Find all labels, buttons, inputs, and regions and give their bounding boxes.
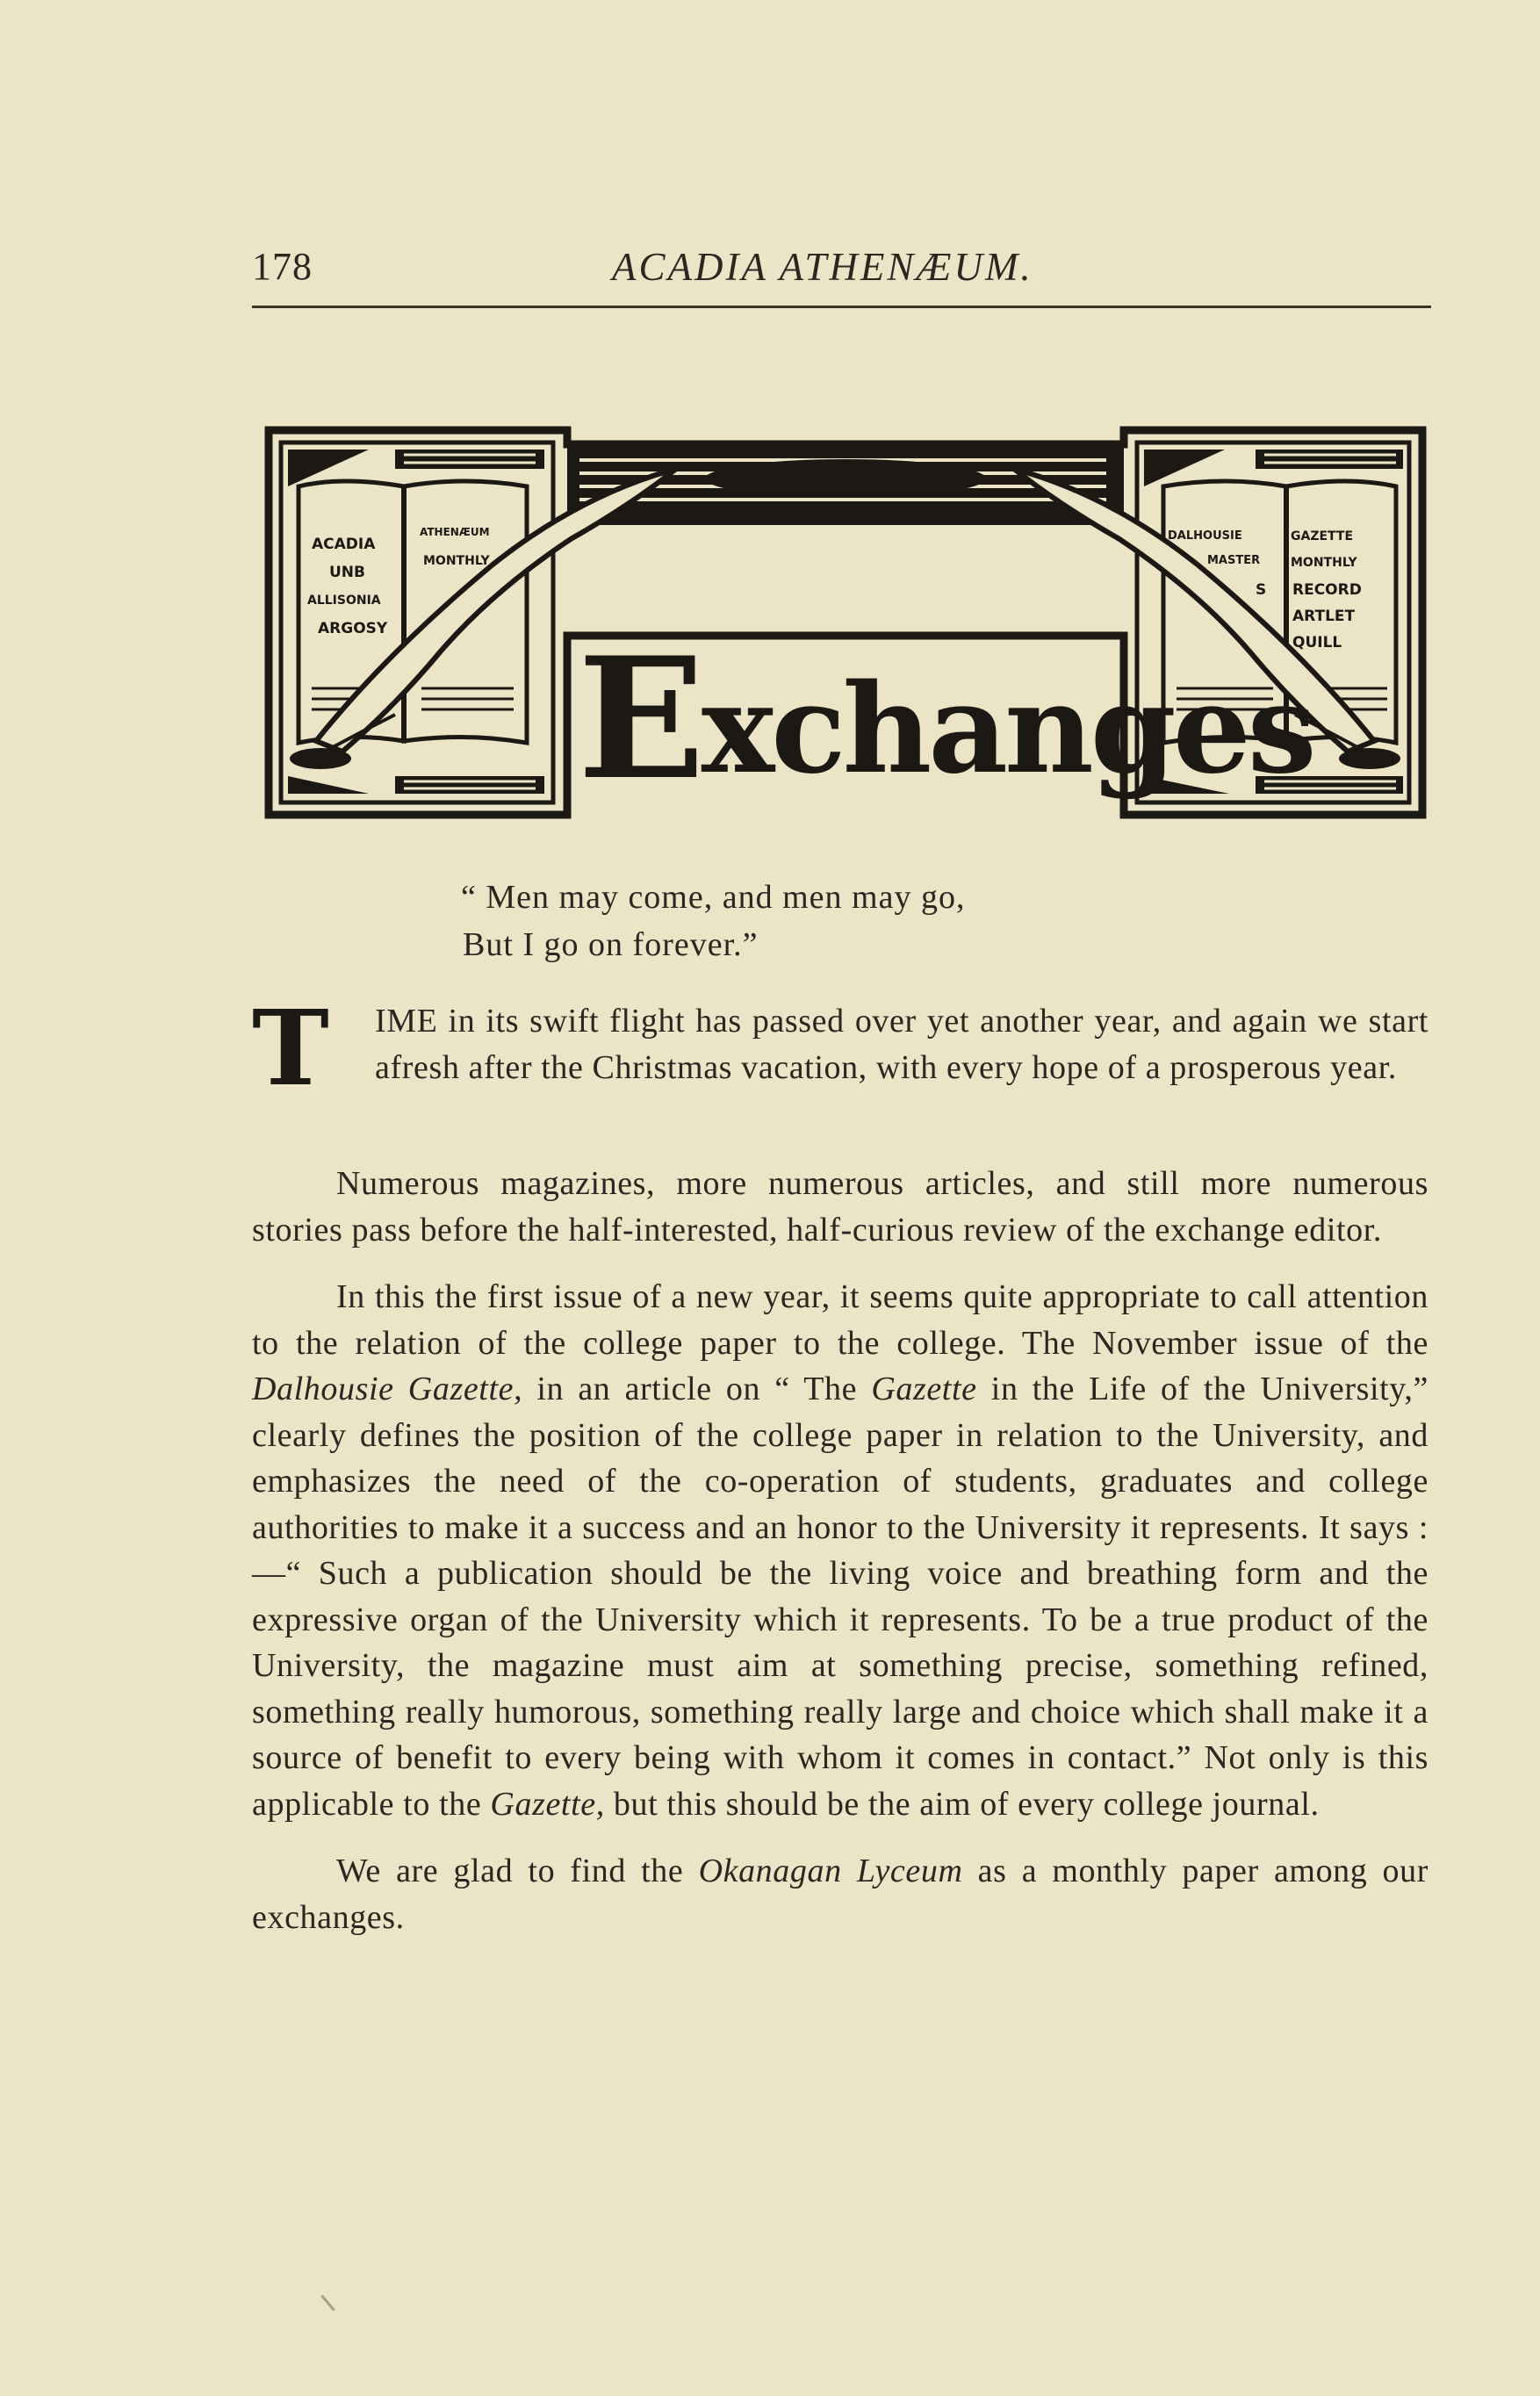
- title-okanagan-lyceum: Okanagan Lyceum: [698, 1853, 963, 1889]
- right-book-label-artlet: ARTLET: [1292, 608, 1356, 625]
- epigraph: [461, 874, 965, 968]
- right-book-label-dalhousie: DALHOUSIE: [1168, 529, 1242, 543]
- header-rule: [252, 306, 1431, 308]
- page-number: 178: [252, 245, 313, 288]
- exchanges-heading-rest: xchanges: [701, 658, 1313, 802]
- article-body: [252, 1161, 1428, 1961]
- epigraph-line-2: But I go on forever.”: [463, 926, 759, 963]
- drop-cap-letter: T: [252, 987, 330, 1109]
- right-book-label-master: MASTER: [1207, 554, 1261, 567]
- paragraph-college-paper: [252, 1274, 1428, 1827]
- paragraph-college-paper-text-c: in the Life of the University,” clearly defines the position of the college paper in relation to the University, and emphasizes the need of the co-operation of students, graduates and college authorities to make it a success and an honor to the University it represents. It says :—“ Such a publication should be the living voice and breathing form and the expressive organ of the University which it represents. To be a true product of the University, the magazine must aim at something precise, something refined, something really humorous, something really large and choice which shall make it a source of benefit to every being with whom it comes in contact.” Not only is this applicable to the: [252, 1371, 1428, 1823]
- paragraph-college-paper-text-a: In this the first issue of a new year, it seems quite appropriate to call attention to the relation of the college paper to the college. The November issue of the: [252, 1278, 1428, 1362]
- left-book-label-unb: UNB: [329, 564, 365, 581]
- running-header: [252, 244, 1431, 297]
- title-dalhousie-gazette: Dalhousie Gazette,: [252, 1371, 523, 1407]
- exchanges-heading-initial: E: [578, 621, 702, 817]
- epigraph-line-1: “ Men may come, and men may go,: [461, 879, 966, 916]
- journal-title: ACADIA ATHENÆUM.: [612, 245, 1033, 289]
- title-gazette: Gazette: [871, 1371, 977, 1407]
- paragraph-college-paper-text-b: in an article on “ The: [522, 1371, 872, 1407]
- exchanges-banner-illustration: [263, 425, 1427, 820]
- right-book-label-s: S: [1256, 581, 1267, 599]
- left-book-label-acadia: ACADIA: [312, 536, 376, 553]
- paragraph-okanagan-text-b: as a monthly paper among our exchanges.: [252, 1853, 1429, 1936]
- title-gazette-second: Gazette,: [490, 1785, 605, 1823]
- left-book-label-monthly: MONTHLY: [423, 554, 490, 568]
- paragraph-okanagan-lyceum: [252, 1848, 1428, 1940]
- left-book-label-argosy: ARGOSY: [318, 620, 388, 637]
- paper-speck: [320, 2295, 335, 2312]
- right-book-label-monthly: MONTHLY: [1291, 556, 1357, 570]
- exchanges-heading: [578, 621, 1313, 817]
- left-book-label-allisonia: ALLISONIA: [307, 594, 381, 608]
- paragraph-college-paper-text-d: but this should be the aim of every college journal.: [604, 1785, 1320, 1823]
- left-book-label-athenaeum: ATHENÆUM: [420, 526, 490, 538]
- intro-paragraph: [252, 987, 1428, 1109]
- paragraph-numerous-magazines: Numerous magazines, more numerous articles, and still more numerous stories pass before the half-interested, half-curious review of the exchange editor.: [252, 1165, 1428, 1248]
- paragraph-okanagan-text-a: We are glad to find the: [336, 1853, 699, 1889]
- right-book-label-gazette: GAZETTE: [1291, 529, 1354, 543]
- intro-paragraph-text: IME in its swift flight has passed over yet another year, and again we start afresh after the Christmas vacation, with every hope of a prosperous year.: [375, 1003, 1428, 1086]
- right-book-label-record: RECORD: [1292, 581, 1362, 599]
- right-book-label-quill: QUILL: [1292, 634, 1342, 651]
